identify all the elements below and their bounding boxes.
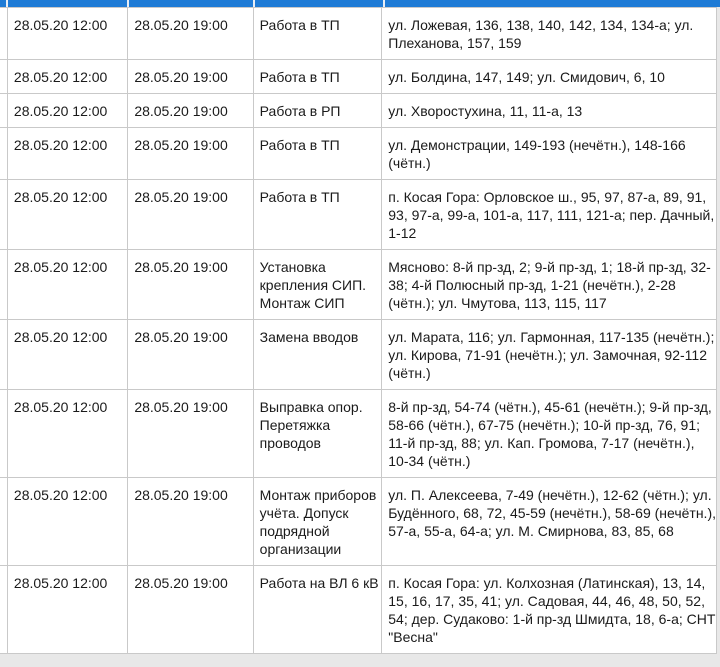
work-type-cell xyxy=(253,250,382,320)
start-time-cell xyxy=(7,250,127,320)
address-cell xyxy=(382,94,717,128)
header-column-divider xyxy=(6,0,8,7)
table-row xyxy=(0,250,717,320)
table-row xyxy=(0,94,717,128)
start-time: 28.05.20 12:00 xyxy=(13,103,108,119)
end-time-cell xyxy=(128,250,253,320)
row-marker-cell xyxy=(0,250,7,320)
table-header-bar xyxy=(0,0,720,7)
end-time: 28.05.20 19:00 xyxy=(134,17,228,33)
address: Мясново: 8-й пр-зд, 2; 9-й пр-зд, 1; 18-й пр-зд, 32-38; 4-й Полюсный пр-зд, 1-21 (нечётн.), 2-28 (чётн.); ул. Чмутова, 113, 115, 117 xyxy=(388,259,711,311)
start-time-cell xyxy=(7,128,127,180)
start-time-cell xyxy=(7,320,127,390)
work-type-cell xyxy=(253,8,382,60)
end-time-cell xyxy=(128,128,253,180)
address: ул. Ложевая, 136, 138, 140, 142, 134, 134-а; ул. Плеханова, 157, 159 xyxy=(388,17,694,51)
start-time-cell xyxy=(7,478,127,566)
end-time-cell xyxy=(128,390,253,478)
start-time: 28.05.20 12:00 xyxy=(13,17,108,33)
end-time: 28.05.20 19:00 xyxy=(134,575,228,591)
start-time-cell xyxy=(7,566,127,654)
start-time-cell xyxy=(7,94,127,128)
table-row xyxy=(0,566,717,654)
header-column-divider xyxy=(253,0,255,7)
row-marker-cell xyxy=(0,478,7,566)
address-cell xyxy=(382,390,717,478)
row-marker-cell xyxy=(0,8,7,60)
row-marker-cell xyxy=(0,320,7,390)
end-time: 28.05.20 19:00 xyxy=(134,189,228,205)
start-time-cell xyxy=(7,8,127,60)
header-column-divider xyxy=(383,0,385,7)
start-time: 28.05.20 12:00 xyxy=(13,399,108,415)
row-marker-cell xyxy=(0,60,7,94)
work-type: Установка крепления СИП. Монтаж СИП xyxy=(259,259,367,311)
table-row xyxy=(0,320,717,390)
address: ул. Демонстрации, 149-193 (нечётн.), 148-166 (чётн.) xyxy=(388,137,686,171)
table-row xyxy=(0,390,717,478)
work-type: Выправка опор. Перетяжка проводов xyxy=(259,399,363,451)
work-type-cell xyxy=(253,390,382,478)
end-time-cell xyxy=(128,180,253,250)
work-type-cell xyxy=(253,320,382,390)
work-type-cell xyxy=(253,478,382,566)
work-type: Работа в ТП xyxy=(259,17,340,33)
work-type-cell xyxy=(253,180,382,250)
end-time-cell xyxy=(128,566,253,654)
work-type: Работа в РП xyxy=(259,103,341,119)
end-time: 28.05.20 19:00 xyxy=(134,399,228,415)
end-time-cell xyxy=(128,320,253,390)
end-time: 28.05.20 19:00 xyxy=(134,487,228,503)
address-cell xyxy=(382,60,717,94)
table-row xyxy=(0,180,717,250)
work-type: Работа в ТП xyxy=(259,189,340,205)
work-type: Работа в ТП xyxy=(259,69,340,85)
address-cell xyxy=(382,250,717,320)
work-type-cell xyxy=(253,94,382,128)
outage-table-body xyxy=(0,8,717,654)
address-cell xyxy=(382,128,717,180)
start-time: 28.05.20 12:00 xyxy=(13,259,108,275)
table-row xyxy=(0,478,717,566)
outage-table xyxy=(0,7,717,654)
table-row xyxy=(0,8,717,60)
start-time-cell xyxy=(7,60,127,94)
header-column-divider xyxy=(127,0,129,7)
work-type: Работа на ВЛ 6 кВ xyxy=(259,575,379,591)
table-row xyxy=(0,128,717,180)
end-time-cell xyxy=(128,8,253,60)
work-type-cell xyxy=(253,60,382,94)
start-time-cell xyxy=(7,180,127,250)
start-time: 28.05.20 12:00 xyxy=(13,69,108,85)
work-type-cell xyxy=(253,566,382,654)
end-time: 28.05.20 19:00 xyxy=(134,103,228,119)
address: ул. П. Алексеева, 7-49 (нечётн.), 12-62 (чётн.); ул. Будённого, 68, 72, 45-59 (нечётн.), 58-69 (нечётн.), 57-а, 55-а, 64-а; ул. М. Смирнова, 83, 85, 68 xyxy=(388,487,716,539)
start-time: 28.05.20 12:00 xyxy=(13,487,108,503)
row-marker-cell xyxy=(0,566,7,654)
start-time: 28.05.20 12:00 xyxy=(13,329,108,345)
row-marker-cell xyxy=(0,128,7,180)
work-type: Замена вводов xyxy=(259,329,359,345)
address-cell xyxy=(382,180,717,250)
address: п. Косая Гора: Орловское ш., 95, 97, 87-а, 89, 91, 93, 97-а, 99-а, 101-а, 117, 111, 121-а; пер. Дачный, 1-12 xyxy=(388,189,715,241)
end-time: 28.05.20 19:00 xyxy=(134,69,228,85)
work-type: Работа в ТП xyxy=(259,137,340,153)
address: 8-й пр-зд, 54-74 (чётн.), 45-61 (нечётн.); 9-й пр-зд, 58-66 (чётн.), 67-75 (нечётн.); 10-й пр-зд, 76, 91; 11-й пр-зд, 88; ул. Кап. Громова, 7-17 (нечётн.), 10-34 (чётн.) xyxy=(388,399,712,469)
start-time: 28.05.20 12:00 xyxy=(13,575,108,591)
start-time-cell xyxy=(7,390,127,478)
address: п. Косая Гора: ул. Колхозная (Латинская), 13, 14, 15, 16, 17, 35, 41; ул. Садовая, 44, 46, 48, 50, 52, 54; дер. Судаково: 1-й пр-зд Шмидта, 18, 6-а; СНТ "Весна" xyxy=(388,575,716,645)
work-type: Монтаж приборов учёта. Допуск подрядной организации xyxy=(259,487,377,557)
end-time: 28.05.20 19:00 xyxy=(134,259,228,275)
end-time-cell xyxy=(128,478,253,566)
address-cell xyxy=(382,320,717,390)
start-time: 28.05.20 12:00 xyxy=(13,137,108,153)
end-time: 28.05.20 19:00 xyxy=(134,329,228,345)
end-time-cell xyxy=(128,94,253,128)
address-cell xyxy=(382,566,717,654)
address: ул. Хворостухина, 11, 11-а, 13 xyxy=(388,103,583,119)
address-cell xyxy=(382,478,717,566)
row-marker-cell xyxy=(0,390,7,478)
address: ул. Марата, 116; ул. Гармонная, 117-135 (нечётн.); ул. Кирова, 71-91 (нечётн.); ул. Замочная, 92-112 (чётн.) xyxy=(388,329,715,381)
work-type-cell xyxy=(253,128,382,180)
end-time: 28.05.20 19:00 xyxy=(134,137,228,153)
table-row xyxy=(0,60,717,94)
address-cell xyxy=(382,8,717,60)
row-marker-cell xyxy=(0,94,7,128)
address: ул. Болдина, 147, 149; ул. Смидович, 6, 10 xyxy=(388,69,665,85)
row-marker-cell xyxy=(0,180,7,250)
start-time: 28.05.20 12:00 xyxy=(13,189,108,205)
end-time-cell xyxy=(128,60,253,94)
